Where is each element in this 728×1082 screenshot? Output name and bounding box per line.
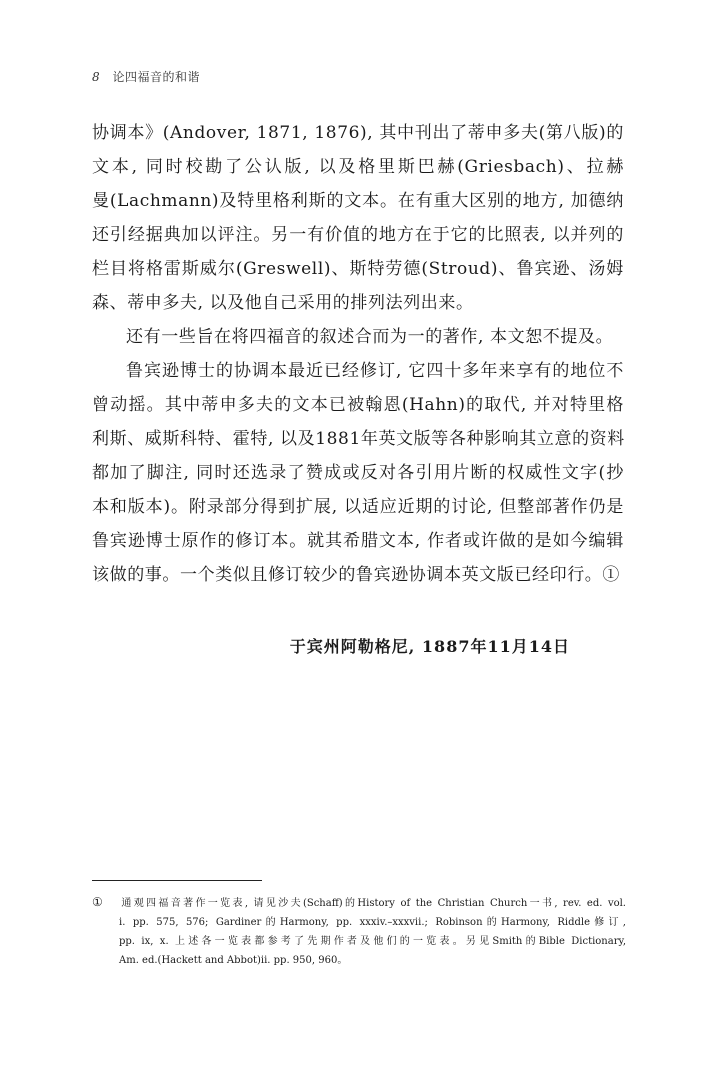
body-line: 森、蒂申多夫, 以及他自己采用的排列法列出来。 xyxy=(92,293,474,313)
body-line: 栏目将格雷斯威尔(Greswell)、斯特劳德(Stroud)、鲁宾逊、汤姆 xyxy=(92,259,624,279)
body-line: 本和版本)。附录部分得到扩展, 以适应近期的讨论, 但整部著作仍是 xyxy=(92,497,624,517)
body-line: 该做的事。一个类似且修订较少的鲁宾逊协调本英文版已经印行。① xyxy=(92,565,620,585)
date-signature: 于宾州阿勒格尼, 1887年11月14日 xyxy=(289,637,570,656)
footnote-divider xyxy=(92,880,262,881)
footnote-line xyxy=(92,893,626,913)
body-line: 还引经据典加以评注。另一有价值的地方在于它的比照表, 以并列的 xyxy=(92,225,624,245)
body-line: 文本, 同时校勘了公认版, 以及格里斯巴赫(Griesbach)、拉赫 xyxy=(92,157,624,177)
footnote-line: i. pp. 575, 576; Gardiner的Harmony, pp. xxxiv.–xxxvii.; Robinson的Harmony, Riddle修订, xyxy=(119,917,626,928)
paragraph-start: 还有一些旨在将四福音的叙述合而为一的著作, 本文恕不提及。 xyxy=(126,327,614,347)
paragraph-start: 鲁宾逊博士的协调本最近已经修订, 它四十多年来享有的地位不 xyxy=(126,361,624,381)
body-line: 曼(Lachmann)及特里格利斯的文本。在有重大区别的地方, 加德纳 xyxy=(92,191,624,211)
body-line: 协调本》(Andover, 1871, 1876), 其中刊出了蒂申多夫(第八版)的 xyxy=(92,123,624,143)
body-text xyxy=(92,116,624,592)
body-line: 利斯、威斯科特、霍特, 以及1881年英文版等各种影响其立意的资料 xyxy=(92,429,625,449)
footnote-marker: ① xyxy=(92,895,103,909)
footnote-text: 通观四福音著作一览表, 请见沙夫(Schaff)的History of the Christian Church一书, rev. ed. vol. xyxy=(119,898,626,909)
body-line: 鲁宾逊博士原作的修订本。就其希腊文本, 作者或许做的是如今编辑 xyxy=(92,531,624,551)
running-title: 论四福音的和谐 xyxy=(112,70,200,84)
footnote-line: pp. ix, x. 上述各一览表都参考了先期作者及他们的一览表。另见Smith的Bible Dictionary, xyxy=(119,936,626,947)
body-line: 曾动摇。其中蒂申多夫的文本已被翰恩(Hahn)的取代, 并对特里格 xyxy=(92,395,624,415)
footnote-line: Am. ed.(Hackett and Abbot)ii. pp. 950, 960。 xyxy=(119,955,348,966)
page-number: 8 xyxy=(92,70,101,84)
running-header xyxy=(92,68,200,85)
body-line: 都加了脚注, 同时还选录了赞成或反对各引用片断的权威性文字(抄 xyxy=(92,463,624,483)
footnote xyxy=(92,893,626,970)
